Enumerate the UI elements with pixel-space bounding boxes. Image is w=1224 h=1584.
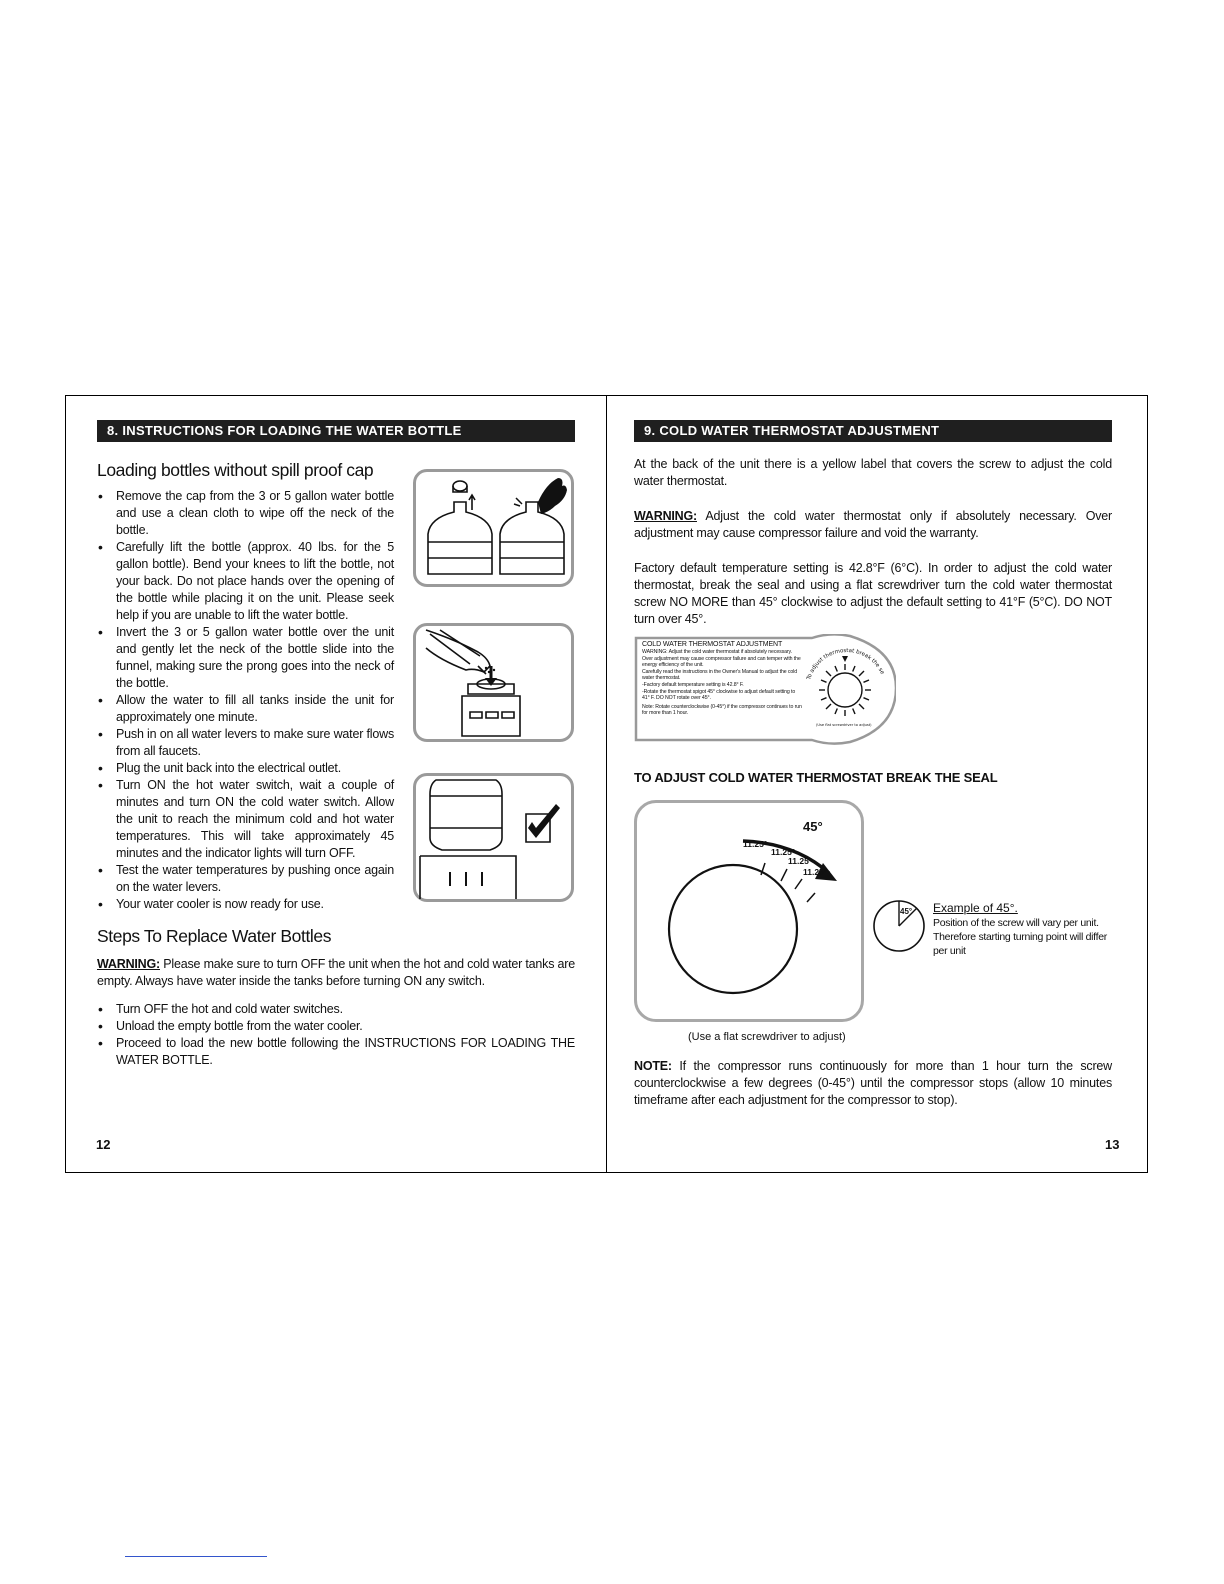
warning-label: WARNING: — [97, 957, 160, 971]
replace-subheading: Steps To Replace Water Bottles — [97, 926, 332, 946]
bottle-ready-illustration — [413, 773, 574, 902]
replace-steps-list — [96, 1001, 575, 1069]
list-item: • Remove the cap from the 3 or 5 gallon water bottle and use a clean cloth to wipe off the neck of the bottle. — [96, 488, 394, 539]
thermostat-dial-icon — [637, 803, 860, 1018]
label-line: -Factory default temperature setting is 42.8° F. — [642, 681, 744, 688]
example-45-graphic — [872, 899, 926, 953]
dial-step-label: 11.25° — [743, 839, 768, 849]
pie-45-icon — [872, 899, 926, 953]
warning-text: Please make sure to turn OFF the unit when the hot and cold water tanks are empty. Always have water inside the tanks before turning ON any switch. — [97, 957, 575, 988]
list-item: • Proceed to load the new bottle following the INSTRUCTIONS FOR LOADING THE WATER BOTTLE. — [96, 1035, 575, 1069]
footer-link-line — [125, 1556, 267, 1557]
label-line: Note: Rotate counterclockwise (0-45°) if the compressor continues to run for more than 1 hour. — [642, 703, 802, 717]
intro-paragraph: At the back of the unit there is a yellow label that covers the screw to adjust the cold water thermostat. — [634, 457, 1112, 488]
note-paragraph — [634, 1058, 1112, 1109]
loading-steps-list — [96, 488, 394, 913]
bottle-uncap-illustration — [413, 469, 574, 587]
screwdriver-caption: (Use a flat screwdriver to adjust) — [688, 1031, 846, 1043]
page-number-right: 13 — [1105, 1137, 1120, 1152]
list-item: • Turn ON the hot water switch, wait a couple of minutes and turn ON the cold water switch. Allow the unit to reach the minimum cold and hot water temperatures. This will take approximately 45 minutes and the indicator lights will turn OFF. — [96, 777, 394, 862]
label-arc-text: To adjust thermostat break the se — [806, 647, 886, 681]
section-8-header: 8. INSTRUCTIONS FOR LOADING THE WATER BOTTLE — [97, 420, 575, 442]
note-label: NOTE: — [634, 1059, 672, 1073]
label-line: -Rotate the thermostat spigot 45° clockwise to adjust default setting to 41° F. DO NOT rotate over 45°. — [642, 688, 796, 702]
label-title: COLD WATER THERMOSTAT ADJUSTMENT — [642, 641, 783, 648]
loading-subheading: Loading bottles without spill proof cap — [97, 460, 374, 480]
ready-check-icon — [416, 776, 571, 899]
example-title: Example of 45°. — [933, 901, 1018, 915]
list-item: • Test the water temperatures by pushing once again on the water levers. — [96, 862, 394, 896]
label-dial-caption: (Use flat screwdriver to adjust) — [816, 723, 872, 727]
dial-step-label: 11.25° — [803, 867, 828, 877]
warning-text: Adjust the cold water thermostat only if absolutely necessary. Over adjustment may cause compressor failure and void the warranty. — [634, 509, 1112, 540]
thermostat-warning — [634, 508, 1112, 542]
invert-bottle-icon — [416, 626, 571, 739]
note-text: If the compressor runs continuously for more than 1 hour turn the screw counterclockwise a few degrees (0-45°) until the compressor stops (allow 10 minutes timeframe after each adjustment for the compressor to stop). — [634, 1059, 1112, 1107]
warning-label: WARNING: — [634, 509, 697, 523]
list-item: • Invert the 3 or 5 gallon water bottle over the unit and gently let the neck of the bottle slide into the funnel, making sure the prong goes into the neck of the bottle. — [96, 624, 394, 692]
page-number-left: 12 — [96, 1137, 111, 1152]
label-text-block — [642, 640, 802, 717]
list-item: • Push in on all water levers to make sure water flows from all faucets. — [96, 726, 394, 760]
list-item: • Allow the water to fill all tanks inside the unit for approximately one minute. — [96, 692, 394, 726]
example-badge: 45° — [900, 907, 913, 916]
seal-heading: TO ADJUST COLD WATER THERMOSTAT BREAK THE SEAL — [634, 770, 998, 785]
example-text: Position of the screw will vary per unit. Therefore starting turning point will differ per unit — [933, 917, 1107, 957]
label-line: WARNING: Adjust the cold water thermostat if absolutely necessary. Over adjustment may cause compressor failure and can temper with the energy efficiency of the unit. — [642, 649, 801, 669]
label-line: Carefully read the instructions in the Owner's Manual to adjust the cold water thermostat. — [642, 668, 797, 682]
list-item: • Plug the unit back into the electrical outlet. — [96, 760, 394, 777]
list-item: • Turn OFF the hot and cold water switches. — [96, 1001, 575, 1018]
bottle-invert-illustration — [413, 623, 574, 742]
list-item: • Unload the empty bottle from the water cooler. — [96, 1018, 575, 1035]
dial-total-angle: 45° — [803, 819, 823, 834]
section-9-header: 9. COLD WATER THERMOSTAT ADJUSTMENT — [634, 420, 1112, 442]
dial-diagram-box — [634, 800, 864, 1022]
dial-step-label: 11.25° — [788, 856, 813, 866]
dial-step-label: 11.25° — [771, 847, 796, 857]
bottles-icon — [416, 472, 571, 584]
list-item: • Carefully lift the bottle (approx. 40 lbs. for the 5 gallon bottle). Bend your knees to lift the bottle, not your back. Do not place hands over the opening of the bottle while placing it on the unit. Please seek help if you are unable to lift the water bottle. — [96, 539, 394, 624]
replace-warning — [97, 956, 575, 990]
page-divider — [606, 396, 607, 1172]
list-item: • Your water cooler is now ready for use. — [96, 896, 394, 913]
factory-setting-paragraph: Factory default temperature setting is 42.8°F (6°C). In order to adjust the cold water thermostat, break the seal and using a flat screwdriver turn the cold water thermostat screw NO MORE than 45° clockwise to adjust the default setting to 41°F (5°C). DO NOT turn over 45°. — [634, 561, 1112, 626]
